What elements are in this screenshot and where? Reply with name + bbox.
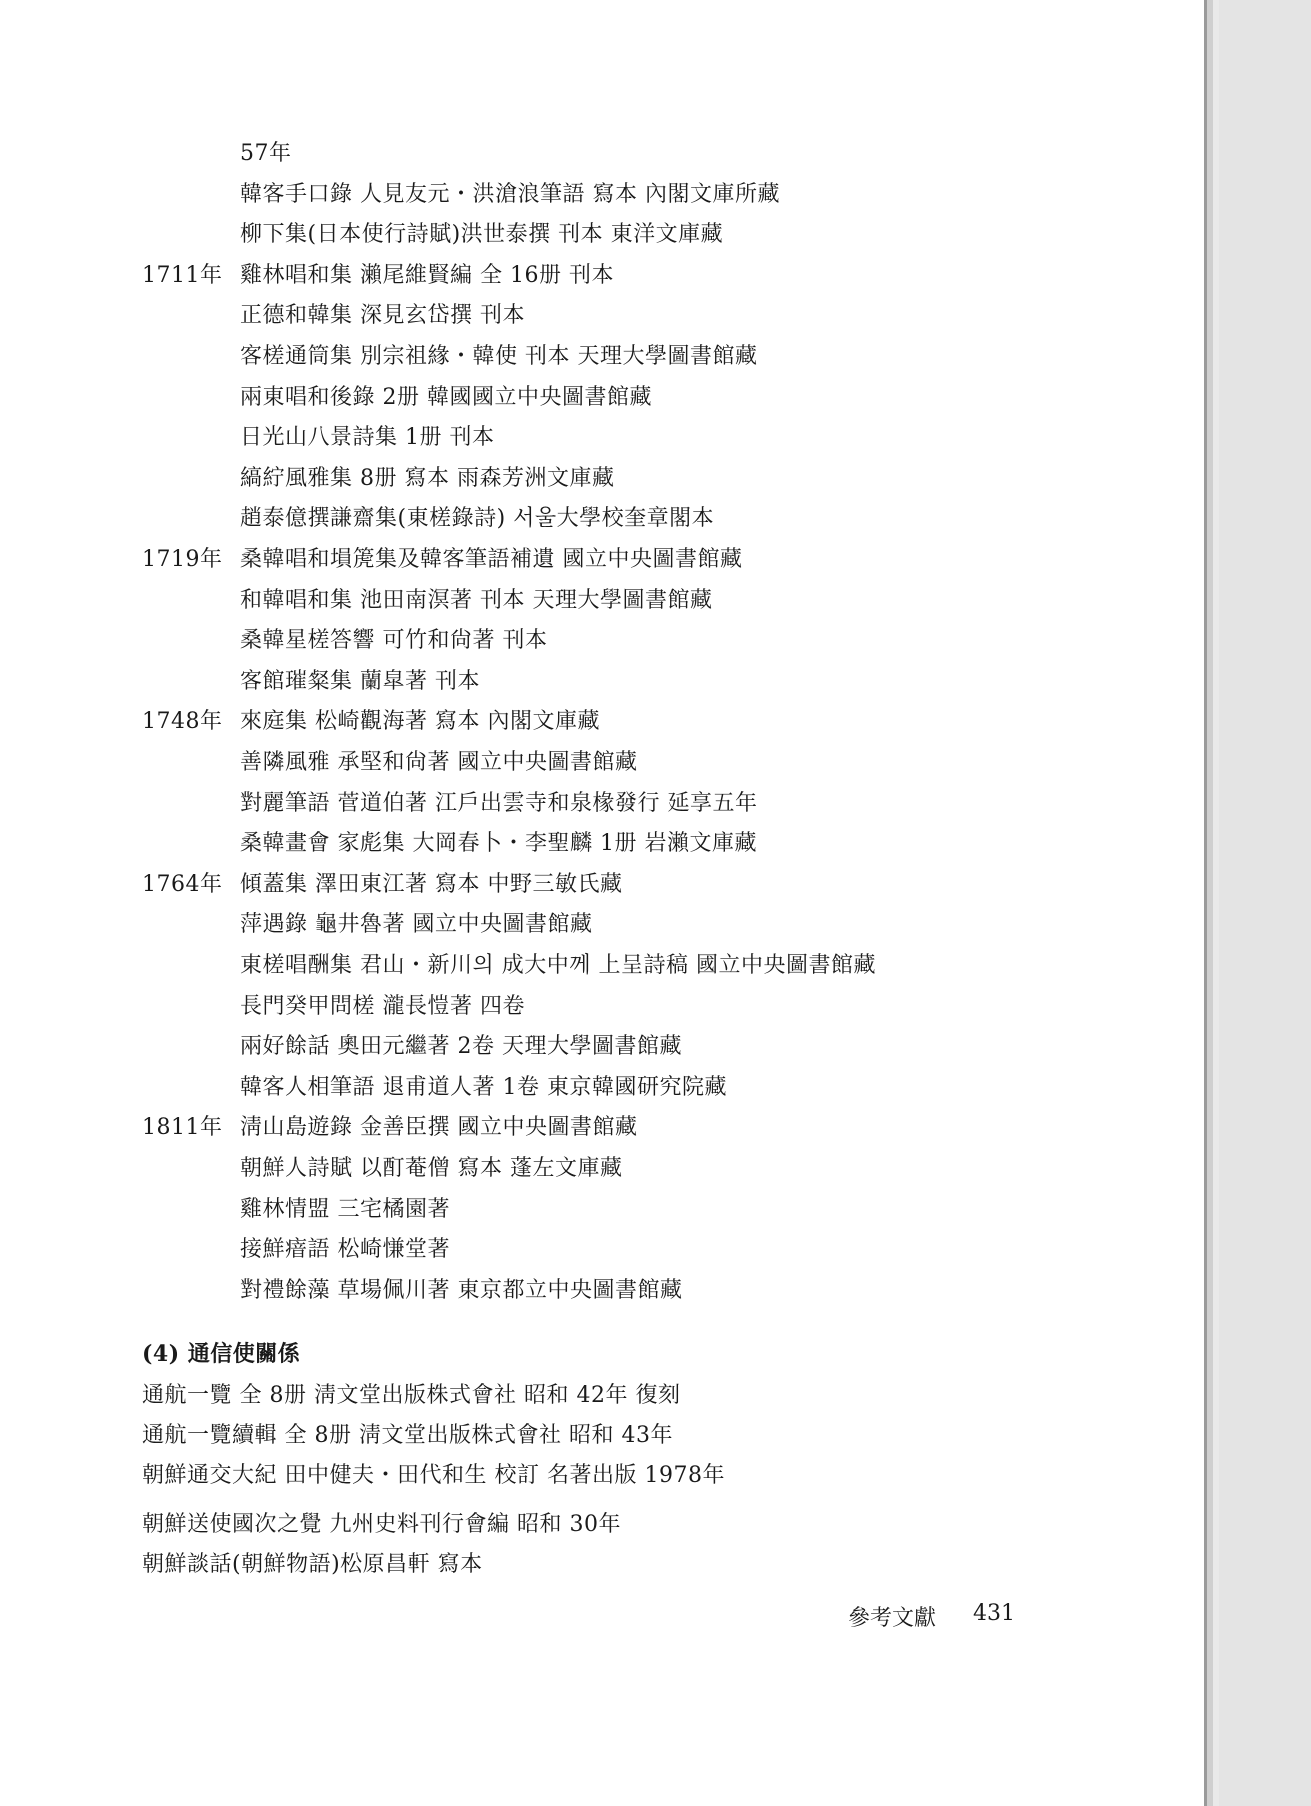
bibliography-entry: 兩好餘話 奧田元繼著 2卷 天理大學圖書館藏 — [240, 1034, 682, 1059]
bibliography-entry: 正德和韓集 深見玄岱撰 刊本 — [240, 303, 525, 328]
bibliography-entry: 東槎唱酬集 君山・新川의 成大中께 上呈詩稿 國立中央圖書館藏 — [240, 953, 876, 978]
bibliography-entry: 客館璀粲集 蘭皐著 刊本 — [240, 669, 480, 694]
bibliography-entry: 桑韓星槎答響 可竹和尙著 刊本 — [240, 628, 548, 653]
bibliography-entry: 兩東唱和後錄 2册 韓國國立中央圖書館藏 — [240, 385, 652, 410]
bibliography-entry: 善隣風雅 承堅和尙著 國立中央圖書館藏 — [240, 750, 638, 775]
section-entry: 朝鮮通交大紀 田中健夫・田代和生 校訂 名著出版 1978年 — [142, 1463, 725, 1488]
section-entry: 通航一覽 全 8册 淸文堂出版株式會社 昭和 42年 復刻 — [142, 1383, 681, 1408]
bibliography-entry: 和韓唱和集 池田南溟著 刊本 天理大學圖書館藏 — [240, 588, 713, 613]
bibliography-entry: 萍遇錄 龜井魯著 國立中央圖書館藏 — [240, 912, 593, 937]
bibliography-entry: 韓客手口錄 人見友元・洪滄浪筆語 寫本 內閣文庫所藏 — [240, 182, 780, 207]
bibliography-entry: 來庭集 松崎觀海著 寫本 內閣文庫藏 — [240, 709, 600, 734]
bibliography-entry: 桑韓唱和塤箎集及韓客筆語補遺 國立中央圖書館藏 — [240, 547, 743, 572]
section-entry: 朝鮮談話(朝鮮物語)松原昌軒 寫本 — [142, 1552, 483, 1577]
bibliography-entry: 雞林唱和集 瀨尾維賢編 全 16册 刊本 — [240, 263, 614, 288]
year-label: 1719年 — [142, 547, 223, 572]
year-label: 1711年 — [142, 263, 223, 288]
bibliography-entry: 淸山島遊錄 金善臣撰 國立中央圖書館藏 — [240, 1115, 638, 1140]
year-label: 1748年 — [142, 709, 223, 734]
bibliography-entry: 日光山八景詩集 1册 刊本 — [240, 425, 495, 450]
section-entry: 朝鮮送使國次之覺 九州史料刊行會編 昭和 30年 — [142, 1512, 621, 1537]
bibliography-entry: 客槎通筒集 別宗祖緣・韓使 刊本 天理大學圖書館藏 — [240, 344, 758, 369]
section-entry: 通航一覽續輯 全 8册 淸文堂出版株式會社 昭和 43年 — [142, 1423, 673, 1448]
bibliography-entry: 韓客人相筆語 退甫道人著 1卷 東京韓國研究院藏 — [240, 1075, 727, 1100]
bibliography-entry: 縞紵風雅集 8册 寫本 雨森芳洲文庫藏 — [240, 466, 615, 491]
bibliography-entry: 對麗筆語 菅道伯著 江戶出雲寺和泉椽發行 延享五年 — [240, 791, 758, 816]
bibliography-entry: 朝鮮人詩賦 以酊菴僧 寫本 蓬左文庫藏 — [240, 1156, 623, 1181]
footer-title: 參考文獻 — [848, 1606, 937, 1631]
bibliography-entry: 接鮮瘖語 松崎慊堂著 — [240, 1237, 450, 1262]
page-number: 431 — [973, 1601, 1015, 1626]
bibliography-entry: 柳下集(日本使行詩賦)洪世泰撰 刊本 東洋文庫藏 — [240, 222, 724, 247]
bibliography-entry: 雞林情盟 三宅橘園著 — [240, 1197, 450, 1222]
bibliography-entry: 趙泰億撰謙齋集(東槎錄詩) 서울大學校奎章閣本 — [240, 506, 715, 531]
year-label: 1811年 — [142, 1115, 223, 1140]
bibliography-entry: 桑韓畫會 家彪集 大岡春卜・李聖麟 1册 岩瀨文庫藏 — [240, 831, 757, 856]
bibliography-entry: 對禮餘藻 草場佩川著 東京都立中央圖書館藏 — [240, 1278, 683, 1303]
year-label: 1764年 — [142, 872, 223, 897]
bibliography-entry: 傾蓋集 澤田東江著 寫本 中野三敏氏藏 — [240, 872, 623, 897]
bibliography-entry: 57年 — [240, 141, 292, 166]
section-heading: (4) 通信使關係 — [142, 1341, 301, 1367]
bibliography-entry: 長門癸甲問槎 瀧長愷著 四卷 — [240, 994, 525, 1019]
